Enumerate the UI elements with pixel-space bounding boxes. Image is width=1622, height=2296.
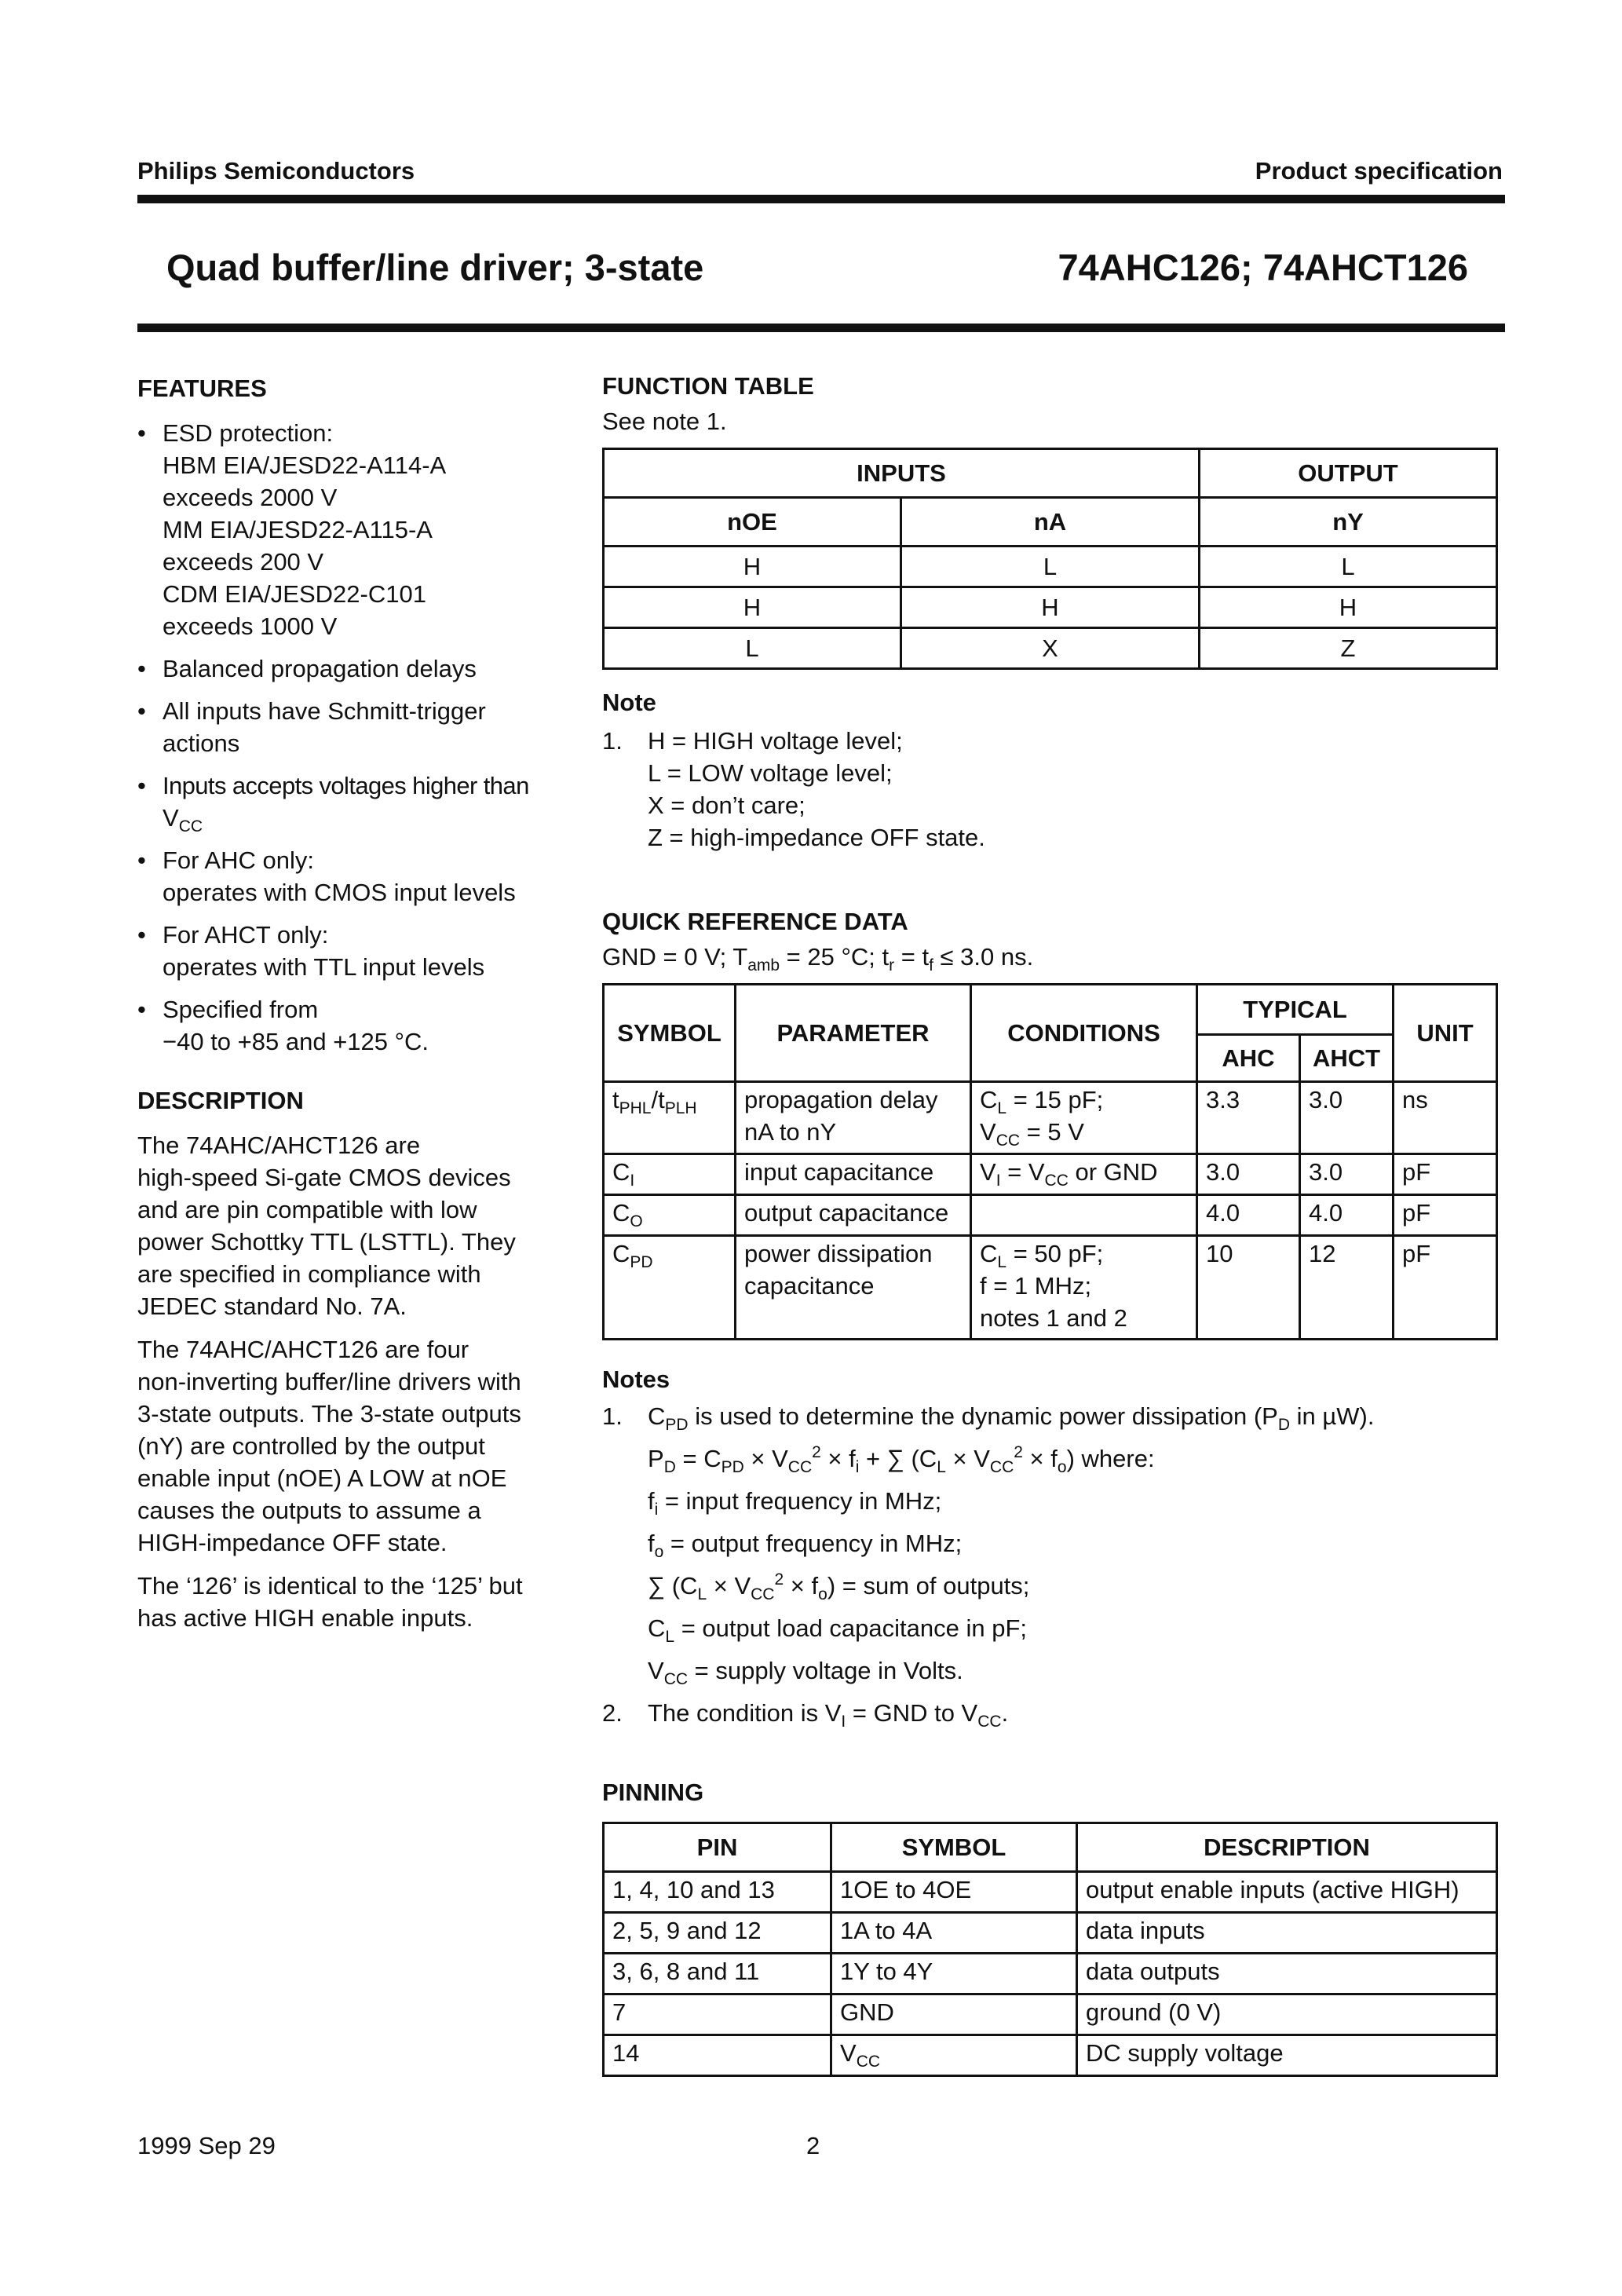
quick-reference-table (602, 983, 1498, 1340)
footer-date: 1999 Sep 29 (137, 2132, 276, 2159)
feature-esd: • ESD protection: HBM EIA/JESD22-A114-A exceeds 2000 V MM EIA/JESD22-A115-A exceeds 200 V CDM EIA/JESD22-C101 exceeds 1000 V (137, 417, 577, 642)
description-paragraph-2: The 74AHC/AHCT126 are four non-inverting buffer/line drivers with 3-state outputs. The 3-state outputs (nY) are controlled by the output enable input (nOE) A LOW at nOE causes the outputs to assume a HIGH-impedance OFF state. (137, 1336, 521, 1556)
doc-type: Product specification (1255, 157, 1503, 185)
quick-reference-heading: QUICK REFERENCE DATA (602, 908, 908, 935)
left-column (137, 372, 577, 1645)
column-header: SYMBOL (831, 1823, 1077, 1872)
function-table-heading: FUNCTION TABLE (602, 372, 814, 400)
feature-specified: • Specified from −40 to +85 and +125 °C. (137, 996, 429, 1055)
page-title: Quad buffer/line driver; 3-state (166, 247, 704, 288)
column-header: CONDITIONS (971, 985, 1197, 1082)
header-rule (137, 195, 1505, 203)
function-table-note: Note 1. H = HIGH voltage level; L = LOW voltage level; X = don’t care; Z = high-impedance OFF state. (602, 686, 1497, 854)
part-number: 74AHC126; 74AHCT126 (1058, 247, 1468, 288)
description-paragraph-3: The ‘126’ is identical to the ‘125’ but has active HIGH enable inputs. (137, 1572, 523, 1632)
column-header: nY (1200, 498, 1497, 547)
table-row: 1, 4, 10 and 13 1OE to 4OE output enable inputs (active HIGH) (604, 1872, 1497, 1913)
column-header: nA (901, 498, 1200, 547)
features-heading: FEATURES (137, 375, 267, 402)
quick-reference-conditions: GND = 0 V; $T_{amb} = 25$ °C; $t_r = t_f \le 3.0$ ns. (602, 943, 1034, 974)
column-header: UNIT (1394, 985, 1497, 1082)
description-paragraph-1: The 74AHC/AHCT126 are high-speed Si-gate CMOS devices and are pin compatible with low power Schottky TTL (LSTTL). They are specified in compliance with JEDEC standard No. 7A. (137, 1132, 516, 1320)
table-row: 2, 5, 9 and 12 1A to 4A data inputs (604, 1913, 1497, 1954)
function-table (602, 448, 1498, 670)
function-table-see-note: See note 1. (602, 408, 727, 435)
column-header: nOE (604, 498, 901, 547)
pinning-heading: PINNING (602, 1779, 704, 1806)
feature-ahct: • For AHCT only: operates with TTL input levels (137, 921, 485, 981)
pinning-table (602, 1822, 1498, 2077)
table-row: L X Z (604, 628, 1497, 669)
column-header: PIN (604, 1823, 831, 1872)
column-header: AHC (1197, 1035, 1300, 1082)
table-row: H L L (604, 547, 1497, 587)
description-heading: DESCRIPTION (137, 1087, 304, 1114)
page-number: 2 (806, 2132, 820, 2159)
function-table-group-inputs: INPUTS (604, 449, 1200, 498)
quick-reference-notes: Notes 1. $C_{PD}$ is used to determine the dynamic power dissipation ($P_D$ in µW). $P_D = C_{PD} \times V_{CC}^2 \times f_i$ + ∑ $(C_L \times V_{CC}^2 \times f_o)$ where: $f_i$ = input frequency in MHz; $f_o$ = output frequency in MHz; ∑ $(C_L \times V_{CC}^2 \times f_o)$ = sum of outputs; $C_L$ = output load capacitance in pF; $V_{CC}$ = supply voltage in Volts. 2. The condition is $V_I$ = GND to $V_{CC}$. (602, 1363, 1497, 1735)
company-name: Philips Semiconductors (137, 157, 415, 185)
table-row: H H H (604, 587, 1497, 628)
column-header: TYPICAL (1197, 985, 1394, 1035)
feature-balanced: • Balanced propagation delays (137, 655, 477, 682)
function-table-group-output: OUTPUT (1200, 449, 1497, 498)
column-header: SYMBOL (604, 985, 736, 1082)
table-row: 7 GND ground (0 V) (604, 1994, 1497, 2035)
table-row: 3, 6, 8 and 11 1Y to 4Y data outputs (604, 1954, 1497, 1994)
column-header: AHCT (1300, 1035, 1394, 1082)
feature-schmitt: • All inputs have Schmitt-trigger actions (137, 697, 486, 757)
table-row: $C_I$ input capacitance $V_I = V_{CC}$ or GND 3.0 3.0 pF (604, 1154, 1497, 1195)
note-heading: Note (602, 689, 656, 716)
feature-ahc: • For AHC only: operates with CMOS input levels (137, 846, 516, 906)
column-header: PARAMETER (736, 985, 971, 1082)
feature-vcc: • Inputs accepts voltages higher than $V_{CC}$ (137, 772, 529, 835)
table-row: 14 $V_{CC}$ DC supply voltage (604, 2035, 1497, 2076)
table-row: $t_{PHL}/t_{PLH}$ propagation delay nA to nY $C_L = 15$ pF; $V_{CC} = 5$ V 3.3 3.0 ns (604, 1082, 1497, 1154)
bullet: • (137, 419, 146, 447)
notes-heading: Notes (602, 1366, 670, 1393)
title-rule (137, 324, 1505, 332)
table-row: $C_O$ output capacitance 4.0 4.0 pF (604, 1195, 1497, 1236)
column-header: DESCRIPTION (1077, 1823, 1497, 1872)
table-row: $C_{PD}$ power dissipation capacitance $C_L = 50$ pF; f = 1 MHz; notes 1 and 2 10 12 pF (604, 1236, 1497, 1340)
features-list (137, 417, 577, 1058)
